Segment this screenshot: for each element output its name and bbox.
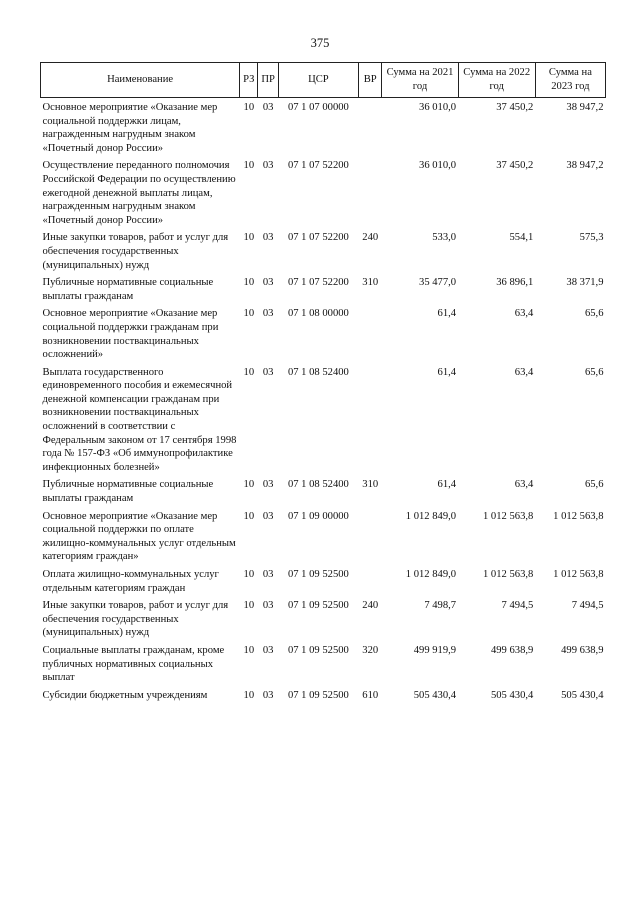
row-rz: 10 — [243, 277, 255, 289]
row-pr: 03 — [262, 569, 274, 580]
row-vr: 240 — [362, 600, 379, 612]
table-row — [41, 686, 606, 704]
row-sum-2021: 36 010,0 — [419, 160, 457, 172]
header-pr: ПР — [258, 63, 278, 98]
row-sum-2022: 63,4 — [514, 366, 534, 378]
row-sum-2021: 7 498,7 — [424, 600, 457, 612]
row-csr: 07 1 09 52500 — [287, 644, 349, 656]
row-pr: 03 — [262, 644, 274, 656]
budget-table — [40, 62, 606, 703]
row-vr — [359, 507, 382, 565]
row-name: Основное мероприятие «Оказание мер социальной поддержки гражданам при возникновении поствакцинальных осложнений» — [42, 308, 219, 361]
table-header — [41, 63, 606, 98]
row-rz: 10 — [243, 308, 255, 320]
row-sum-2021: 61,4 — [437, 308, 457, 320]
row-sum-2023: 38 371,9 — [566, 277, 604, 289]
row-sum-2023: 1 012 563,8 — [553, 510, 604, 522]
table-row — [41, 565, 606, 596]
row-name: Иные закупки товаров, работ и услуг для обеспечения государственных (муниципальных) нужд — [42, 232, 229, 271]
table-row — [41, 156, 606, 228]
row-rz: 10 — [243, 366, 255, 378]
table-row — [41, 596, 606, 641]
header-csr: ЦСР — [278, 63, 358, 98]
table-body — [41, 98, 606, 704]
row-sum-2021: 61,4 — [437, 479, 457, 491]
row-name: Социальные выплаты гражданам, кроме публичных нормативных социальных выплат — [42, 644, 225, 684]
row-sum-2022: 554,1 — [509, 232, 534, 244]
row-sum-2022: 36 896,1 — [496, 277, 534, 289]
header-sum-2023: Сумма на 2023 год — [535, 63, 605, 98]
row-vr: 320 — [362, 644, 379, 656]
page-number: 375 — [310, 36, 330, 50]
table-row — [41, 304, 606, 362]
row-sum-2023: 7 494,5 — [571, 600, 604, 612]
row-rz: 10 — [243, 232, 255, 244]
row-name: Основное мероприятие «Оказание мер социальной поддержки по оплате жилищно-коммунальных услуг отдельным категориям граждан» — [42, 510, 236, 563]
row-sum-2021: 1 012 849,0 — [405, 510, 457, 522]
header-rz: РЗ — [240, 63, 258, 98]
row-sum-2022: 37 450,2 — [496, 102, 534, 113]
table-row — [41, 475, 606, 506]
row-vr — [359, 98, 382, 157]
row-csr: 07 1 09 00000 — [287, 510, 349, 522]
row-csr: 07 1 07 00000 — [287, 102, 349, 113]
row-sum-2023: 505 430,4 — [561, 689, 604, 701]
row-sum-2022: 1 012 563,8 — [482, 510, 534, 522]
header-name: Наименование — [41, 63, 240, 98]
row-sum-2021: 35 477,0 — [419, 277, 457, 289]
row-sum-2023: 38 947,2 — [566, 160, 604, 172]
table-row — [41, 273, 606, 304]
row-sum-2022: 505 430,4 — [490, 689, 534, 701]
table-row — [41, 363, 606, 476]
row-rz: 10 — [243, 600, 255, 612]
row-pr: 03 — [262, 102, 274, 113]
row-pr: 03 — [262, 479, 274, 491]
row-sum-2022: 63,4 — [514, 308, 534, 320]
row-pr: 03 — [262, 366, 274, 378]
row-sum-2022: 1 012 563,8 — [482, 569, 534, 580]
row-name: Выплата государственного единовременного пособия и ежемесячной денежной компенсации гражданам при возникновении поствакцинальных осложнений в соответствии с Федеральным законом от 17 сентября 1998 года № 157-ФЗ «Об иммунопрофилактике инфекционных болезней» — [42, 366, 237, 473]
row-rz: 10 — [243, 689, 255, 701]
header-vr: ВР — [359, 63, 382, 98]
row-pr: 03 — [262, 308, 274, 320]
row-sum-2021: 61,4 — [437, 366, 457, 378]
row-pr: 03 — [262, 160, 274, 172]
row-csr: 07 1 08 52400 — [287, 366, 349, 378]
row-sum-2023: 38 947,2 — [566, 102, 604, 113]
header-sum-2022: Сумма на 2022 год — [458, 63, 535, 98]
row-sum-2023: 499 638,9 — [561, 644, 604, 656]
row-sum-2023: 1 012 563,8 — [553, 569, 604, 580]
row-sum-2023: 65,6 — [584, 308, 604, 320]
row-csr: 07 1 09 52500 — [287, 689, 349, 701]
row-vr: 310 — [362, 277, 379, 289]
row-rz: 10 — [243, 644, 255, 656]
row-vr: 310 — [362, 479, 379, 491]
row-rz: 10 — [243, 160, 255, 172]
table-row — [41, 228, 606, 273]
row-name: Основное мероприятие «Оказание мер социальной поддержки лицам, награжденным нагрудным знаком «Почетный донор России» — [42, 102, 218, 154]
row-sum-2022: 499 638,9 — [490, 644, 534, 656]
row-sum-2023: 575,3 — [579, 232, 604, 244]
row-vr: 610 — [362, 689, 379, 701]
row-sum-2022: 37 450,2 — [496, 160, 534, 172]
row-rz: 10 — [243, 102, 255, 113]
table-row — [41, 98, 606, 157]
row-sum-2023: 65,6 — [584, 479, 604, 491]
row-sum-2021: 36 010,0 — [419, 102, 457, 113]
row-name: Иные закупки товаров, работ и услуг для обеспечения государственных (муниципальных) нужд — [42, 600, 229, 639]
row-name: Оплата жилищно-коммунальных услуг отдельным категориям граждан — [42, 569, 219, 594]
row-name: Субсидии бюджетным учреждениям — [42, 689, 208, 701]
row-sum-2021: 499 919,9 — [413, 644, 457, 656]
row-pr: 03 — [262, 689, 274, 701]
row-csr: 07 1 08 52400 — [287, 479, 349, 491]
row-csr: 07 1 08 00000 — [287, 308, 349, 320]
row-vr — [359, 363, 382, 476]
row-pr: 03 — [262, 510, 274, 522]
row-sum-2022: 7 494,5 — [501, 600, 534, 612]
header-sum-2021: Сумма на 2021 год — [382, 63, 458, 98]
row-sum-2021: 533,0 — [432, 232, 457, 244]
row-csr: 07 1 09 52500 — [287, 600, 349, 612]
row-csr: 07 1 07 52200 — [287, 277, 349, 289]
row-pr: 03 — [262, 600, 274, 612]
row-rz: 10 — [243, 479, 255, 491]
row-csr: 07 1 07 52200 — [287, 160, 349, 172]
row-sum-2022: 63,4 — [514, 479, 534, 491]
row-pr: 03 — [262, 232, 274, 244]
row-name: Публичные нормативные социальные выплаты гражданам — [42, 277, 214, 302]
table-row — [41, 507, 606, 565]
row-pr: 03 — [262, 277, 274, 289]
row-vr — [359, 156, 382, 228]
row-sum-2021: 505 430,4 — [413, 689, 457, 701]
row-vr — [359, 304, 382, 362]
row-csr: 07 1 09 52500 — [287, 569, 349, 580]
row-vr: 240 — [362, 232, 379, 244]
row-sum-2021: 1 012 849,0 — [405, 569, 457, 580]
row-vr — [359, 565, 382, 596]
row-rz: 10 — [243, 569, 255, 580]
table-row — [41, 641, 606, 686]
row-rz: 10 — [243, 510, 255, 522]
row-sum-2023: 65,6 — [584, 366, 604, 378]
row-csr: 07 1 07 52200 — [287, 232, 349, 244]
row-name: Публичные нормативные социальные выплаты гражданам — [42, 479, 214, 505]
row-name: Осуществление переданного полномочия Российской Федерации по осуществлению ежегодной денежной выплаты лицам, награжденным нагрудным знаком «Почетный донор России» — [42, 160, 236, 226]
